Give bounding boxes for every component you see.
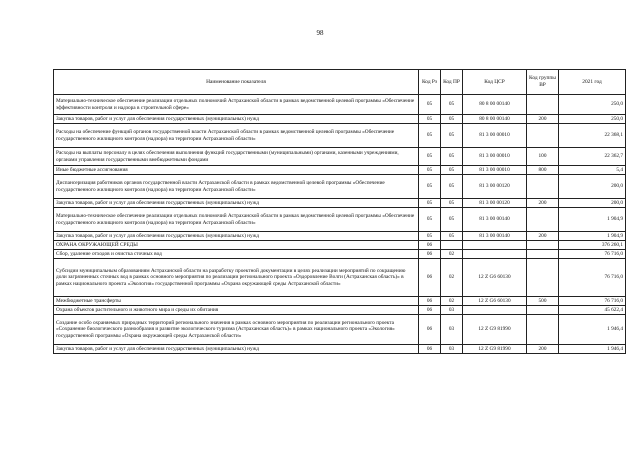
row-csr: [463, 306, 527, 315]
row-vr: [527, 241, 559, 250]
row-amount: 76 716,0: [559, 297, 626, 306]
row-pr: 05: [441, 115, 463, 124]
row-vr: [527, 175, 559, 199]
row-pr: 05: [441, 232, 463, 241]
row-name: Материально-техническое обеспечение реализации отдельных полномочий Астраханской области в рамках ведомственной целевой программы «Обеспечение государственного жилищного контроля (надзора) на территории Астраханской области»: [54, 208, 419, 232]
row-name: Закупка товаров, работ и услуг для обеспечения государственных (муниципальных) нужд: [54, 115, 419, 124]
row-name: Создание особо охраняемых природных территорий регионального значения в рамках основного мероприятия по реализации регионального проекта «Сохранение биологического разнообразия и развитие экологического туризма (Астраханская область)» в рамках национального проекта «Экология» государственной программы «Охрана окружающей среды Астраханской области»: [54, 315, 419, 345]
row-csr: 81 3 00 00010: [463, 148, 527, 166]
row-amount: 1 904,9: [559, 232, 626, 241]
row-vr: [527, 259, 559, 297]
row-csr: 81 3 00 00010: [463, 166, 527, 175]
row-pr: 05: [441, 199, 463, 208]
row-vr: 200: [527, 115, 559, 124]
budget-table: [53, 69, 626, 354]
row-pr: 05: [441, 95, 463, 115]
header-name: Наименование показателя: [54, 70, 419, 95]
row-name: Субсидии муниципальным образованиям Астраханской области на разработку проектной документации в целях реализации мероприятий по сокращению доли загрязненных сточных вод в рамках основного мероприятия по реализации регионального проекта «Оздоровление Волги (Астраханская область)» в рамках национального проекта «Экология» государственной программы «Охрана окружающей среды Астраханской области»: [54, 259, 419, 297]
row-csr: 12 Z G6 60130: [463, 259, 527, 297]
row-csr: [463, 241, 527, 250]
row-rz: 05: [419, 166, 441, 175]
header-year: 2021 год: [559, 70, 626, 95]
row-amount: 376 260,1: [559, 241, 626, 250]
row-csr: 81 3 00 00120: [463, 199, 527, 208]
row-vr: [527, 315, 559, 345]
row-name: Закупка товаров, работ и услуг для обеспечения государственных (муниципальных) нужд: [54, 199, 419, 208]
page-number: 98: [316, 29, 324, 37]
row-csr: 81 3 00 00140: [463, 208, 527, 232]
row-csr: 12 Z G9 81990: [463, 315, 527, 345]
row-vr: [527, 124, 559, 148]
row-name: Межбюджетные трансферты: [54, 297, 419, 306]
row-amount: 45 622,4: [559, 306, 626, 315]
row-pr: 03: [441, 345, 463, 354]
table-row: [54, 250, 626, 259]
row-vr: [527, 250, 559, 259]
row-vr: 500: [527, 297, 559, 306]
row-vr: 200: [527, 345, 559, 354]
row-vr: 100: [527, 148, 559, 166]
row-amount: 22 368,1: [559, 124, 626, 148]
row-name: Расходы на обеспечение функций органов государственной власти Астраханской области в рамках ведомственной целевой программы «Обеспечение государственного жилищного контроля (надзора) на территории Астраханской области»: [54, 124, 419, 148]
row-rz: 05: [419, 208, 441, 232]
row-csr: 80 8 00 00140: [463, 95, 527, 115]
row-name: Охрана объектов растительного и животного мира и среды их обитания: [54, 306, 419, 315]
row-pr: 03: [441, 306, 463, 315]
row-rz: 06: [419, 241, 441, 250]
table-row: [54, 148, 626, 166]
row-rz: 05: [419, 148, 441, 166]
row-rz: 05: [419, 95, 441, 115]
table-body: [54, 95, 626, 354]
row-rz: 06: [419, 306, 441, 315]
row-rz: 05: [419, 232, 441, 241]
row-vr: [527, 95, 559, 115]
row-csr: 81 3 00 00120: [463, 175, 527, 199]
row-amount: 250,0: [559, 115, 626, 124]
table-row: [54, 306, 626, 315]
row-pr: 05: [441, 175, 463, 199]
row-pr: 03: [441, 315, 463, 345]
row-pr: 02: [441, 250, 463, 259]
table-row: [54, 259, 626, 297]
row-amount: 1 904,9: [559, 208, 626, 232]
row-csr: 12 Z G6 60130: [463, 297, 527, 306]
row-name: ОХРАНА ОКРУЖАЮЩЕЙ СРЕДЫ: [54, 241, 419, 250]
row-amount: 5,4: [559, 166, 626, 175]
row-name: Расходы на выплаты персоналу в целях обеспечения выполнения функций государственными (муниципальными) органами, казенными учреждениями, органами управления государственными внебюджетными фондами: [54, 148, 419, 166]
row-pr: 05: [441, 148, 463, 166]
row-rz: 06: [419, 315, 441, 345]
row-amount: 22 362,7: [559, 148, 626, 166]
row-pr: [441, 241, 463, 250]
row-name: Диспансеризация работников органов государственной власти Астраханской области в рамках ведомственной целевой программы «Обеспечение государственного жилищного контроля (надзора) на территории Астраханской области»: [54, 175, 419, 199]
table-row: [54, 124, 626, 148]
row-pr: 05: [441, 208, 463, 232]
section-row: [54, 241, 626, 250]
row-amount: 200,0: [559, 175, 626, 199]
table-row: [54, 345, 626, 354]
row-amount: 1 946,4: [559, 315, 626, 345]
row-pr: 02: [441, 297, 463, 306]
row-rz: 06: [419, 297, 441, 306]
row-name: Закупка товаров, работ и услуг для обеспечения государственных (муниципальных) нужд: [54, 345, 419, 354]
table-row: [54, 297, 626, 306]
row-vr: 800: [527, 166, 559, 175]
table-row: [54, 232, 626, 241]
row-name: Материально-техническое обеспечение реализации отдельных полномочий Астраханской области в рамках ведомственной целевой программы «Обеспечение эффективности контроля и надзора в строительной сфере»: [54, 95, 419, 115]
row-csr: 12 Z G9 81990: [463, 345, 527, 354]
table-row: [54, 115, 626, 124]
table-row: [54, 175, 626, 199]
header-rz: Код Рз: [419, 70, 441, 95]
row-rz: 05: [419, 124, 441, 148]
row-rz: 05: [419, 175, 441, 199]
table-row: [54, 315, 626, 345]
row-rz: 05: [419, 199, 441, 208]
row-csr: 81 3 00 00140: [463, 232, 527, 241]
row-amount: 250,0: [559, 95, 626, 115]
row-pr: 05: [441, 124, 463, 148]
table-row: [54, 95, 626, 115]
row-csr: 80 8 00 00140: [463, 115, 527, 124]
header-vr: Код группы ВР: [527, 70, 559, 95]
table-row: [54, 166, 626, 175]
row-amount: 200,0: [559, 199, 626, 208]
row-rz: 06: [419, 250, 441, 259]
header-pr: Код ПР: [441, 70, 463, 95]
row-amount: 1 946,4: [559, 345, 626, 354]
table-row: [54, 208, 626, 232]
row-vr: 200: [527, 232, 559, 241]
row-pr: 02: [441, 259, 463, 297]
row-csr: [463, 250, 527, 259]
header-csr: Код ЦСР: [463, 70, 527, 95]
row-vr: 200: [527, 199, 559, 208]
row-rz: 05: [419, 115, 441, 124]
row-name: Закупка товаров, работ и услуг для обеспечения государственных (муниципальных) нужд: [54, 232, 419, 241]
row-rz: 06: [419, 345, 441, 354]
row-csr: 81 3 00 00010: [463, 124, 527, 148]
table-row: [54, 199, 626, 208]
table-header-row: [54, 70, 626, 95]
row-amount: 76 716,0: [559, 259, 626, 297]
row-rz: 06: [419, 259, 441, 297]
row-name: Иные бюджетные ассигнования: [54, 166, 419, 175]
row-vr: [527, 208, 559, 232]
row-amount: 76 716,0: [559, 250, 626, 259]
row-name: Сбор, удаление отходов и очистка сточных вод: [54, 250, 419, 259]
row-pr: 05: [441, 166, 463, 175]
row-vr: [527, 306, 559, 315]
